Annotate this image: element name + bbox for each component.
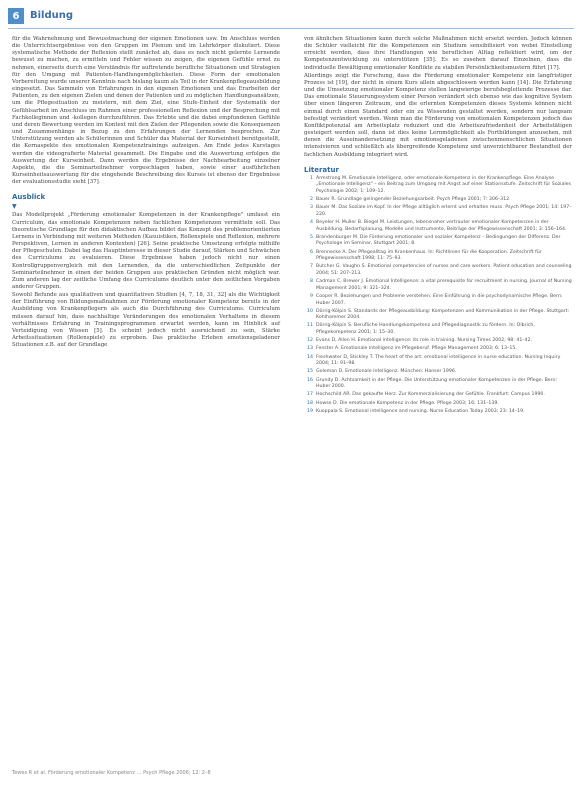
right-column [304, 36, 572, 417]
reference-item: 5 Brandenburger M. Die Förderung emotionaler und sozialer Kompetenz – Bedingungen der Differenz. Der Psychologe im Seminar, Stuttgart 2001; 8. [310, 234, 561, 247]
body-paragraph: Allerdings zeigt die Forschung, dass die Förderung emotionaler Kompetenz ein langfristiger Prozess ist [19], der nicht in einem Kurs allein abgeschlossen werden kann [14]. Die Erfahrung und die Umsetzung emotionaler Kompetenz stellen langwierige berufsbegleitende Prozesse dar. Das emotionale Steuerungssystem einer Person verändert sich ebenso wie das kognitive System über einen längeren Zeitraum, und die erlernten Kompetenzen dieses Systems können nicht einmal durch einen Standard oder ein zu Wissenden gestaltet werden, sondern nur langsam befestigt verändert werden. Wenn man die Förderung von emotionalen Kompetenzen jedoch das Konfliktpotenzial am Arbeitsplatz reduziert und die Arbeitszufriedenheit der Arbeitstätigen gesteigert werden soll, dann ist dies keine Lernmöglichkeit als Fortbildungen anzusehen, mit denen die Auseinandersetzung mit emotionsgeladenen zwischenmenschlichen Situationen intensivieren und schließlich als übergreifende Kompetenz und unverzichtbarer Bestandteil der fachlichen Ausbildung integriert wird. [304, 72, 572, 158]
reference-item: 18 Howse D. Die emotionale Kompetenz in der Pflege. Pflege 2003; 16: 131–139. [307, 400, 499, 406]
literatur-heading: Literatur [304, 165, 339, 174]
reference-item: 13 Fenster A. Emotionale Intelligenz im Pflegeberuf. Pflege Management 2003; 6: 13–15. [307, 346, 517, 352]
reference-item: 15 Goleman D. Emotionale Intelligenz. München: Hanser 1996. [307, 369, 457, 375]
ausblick-heading: Ausblick [12, 193, 46, 202]
section-title: Bildung [30, 10, 74, 21]
body-paragraph: Das Modellprojekt „Förderung emotionaler Kompetenzen in der Krankenpflege" umfasst ein Curriculum, das emotionale Kompetenzen neben fachlichen Kompetenzen vermitteln soll. Das theoretische Grundlage für den didaktischen Aufbau bildet das Konzept des problemorientierten Lernens in Verbindung mit weiteren Methoden (Kasuistiken, Rollenspiele und Reflexion, mehrere Perspektiven, Lernen in anderen Kontexten) [26]. Seine praktische Umsetzung erfolgte mithilfe der Pflegeschulen. Dabei lag das Hauptinteresse in dieser Studie darauf, Stärken und Schwächen des Curriculums zu evaluieren. Diese Ergebnisse haben jedoch nicht nur einen Kontrollgruppenvergleich mit den Lernenden, da die unterschiedlichen Zeitpunkte der Seminarteilnehmer in einen der beiden Gruppen aus praktischen Gründen nicht möglich war. Zum anderen lag der zeitliche Umfang des Curriculums deutlich unter den zeitlichen Vorgaben anderer Gruppen. [12, 212, 280, 290]
page-header [0, 6, 582, 26]
body-paragraph: für die Wahrnehmung und Bewusstmachung der eigenen Emotionen usw. Im Anschluss werden die Unterrichtsergebnisse von den Gruppen im Plenum und im Lehrkörper diskutiert. Diese systematische Methode der Reflexion stellt zunächst ab, dass es noch nicht gelernte Lernende bewusst zu machen, zu ermitteln und Fehler wissen zu zeigen, die eigenen Gefühle ernst zu nehmen, einerseits durch eine Verständnis für auftretende berufliche Situationen und Strategien für den Umgang mit Patienten-Handlungsmöglichkeiten. Diese Form der emotionalen Vorbereitung wurde unserer Kenntnis nach bislang kaum als Teil in der Krankenpflegeausbildung eingesetzt. Das Sammeln von Erfahrungen in den eigenen Emotionen und das Erarbeiten der Patienten, zu den eigenen Zielen und denen der Patienten und zu möglichen Handlungsansätzen, um die Pflegesituation zu meistern, mit dem Ziel, eine Stufe-Einheit der Systematik der Gefühlsarbeit im Anschluss im Rahmen einer professionellen Reflexion und der Besprechung mit Fachkolleginnen und -kollegen durchzuführen. Das Erlebte und die dabei empfundenen Gefühle und deren Bewertung werden im Kontext mit den Zielen der Pflegenden sowie die Konsequenzen und Zusammenhänge in Bezug zu den Erfahrungen der Lernenden besprochen. Zur Unterstützung werden als Schülerinnen und Schüler das Material der Kurseinheit bereitgestellt, die Kernaspekte des emotionalen Kompetenztrainings aufzeigen. Am Ende jedes Kurstages werden die videografierte Material gesammelt. Die Eingabe und die Auswertung erfolgen die Auswertung der Kurseinheit. Dann werden die Ergebnisse der Nachbearbeitung einzelner Aspekte, die die Seminarteilnehmer vorgeschlagen haben, sowie einer ausführlichen Kurseinheitsauswertung für die eingehende Beschreibung des Kurses ist ebenso der Ergebnisse der evaluationsstudie sieht [37]. [12, 36, 280, 186]
reference-item: 2 Bauer R. Grundlage gelingender Beziehungsarbeit. Psych Pflege 2001; 7: 306–312. [310, 197, 511, 203]
arrow-down-icon: ▼ [12, 203, 17, 211]
reference-item: 14 Freshwater D, Stickley T. The heart of the art: emotional intelligence in nurse education. Nursing Inquiry 2004; 11: 91–98. [307, 354, 561, 367]
left-column [12, 36, 280, 350]
page-footer-citation: Tewes R et al. Förderung emotionaler Kompetenz … Psych Pflege 2006; 12: 2–8 [12, 770, 211, 776]
reference-item: 12 Evans D, Allen H. Emotional intelligence: its role in training. Nursing Times 2002; 98: 41–42. [307, 338, 533, 344]
reference-list [304, 176, 572, 416]
reference-item: 17 Hochschild AR. Das gekaufte Herz. Zur Kommerzialisierung der Gefühle. Frankfurt: Campus 1990. [307, 392, 545, 398]
reference-item: 9 Cooper R. Beziehungen und Probleme verstehen. Eine Einführung in die psychodynamische Pflege. Bern: Huber 2007. [310, 293, 563, 306]
reference-item: 7 Butcher G. Vaughn S. Emotional competencies of nurses and care workers. Patient education and counseling 2004; 51: 207–213. [310, 264, 572, 276]
reference-item: 1 Armstrong M. Emotionale Intelligenz, oder emotionale Kompetenz in der Krankenpflege. Eine Analyse „Emotionale Intelligenz" – ein Beitrag zum Umgang mit Angst auf einer Stationsstufe. Zeitschrift für Soziales Psychologie 2002; 1: 109–12. [310, 175, 571, 194]
reference-item: 19 Kuoppala S. Emotional intelligence and nursing. Nurse Education Today 2003; 23: 14–19. [307, 408, 525, 414]
reference-item: 8 Cadman C, Brewer J. Emotional Intelligence: a vital prerequisite for recruitment in nursing. Journal of Nursing Management 2001; 9: 321–324. [310, 279, 572, 291]
reference-item: 4 Beyeler H. Muller B. Biegel M. Leistungen, lebensnaher vertrauter emotionaler Kompetenzen in der Ausbildung. Bedarfsplanung, Modelle und Instrumente, Beiträge der Pflegewissenschaft 2001; 3: 156–164. [310, 220, 567, 232]
reference-item: 11 Dörrig-Kölpin S. Berufliche Handlungskompetenz und Pflegediagnostik zu fördern. In: Olbrich, Pflegekompetenz 2001; 1: 15–30. [307, 323, 535, 336]
header-divider [8, 28, 574, 29]
reference-item: 6 Brennecke A. Der Pflegealltag im Krankenhaus. In: Richtlinien für die Kooperation. Zeitschrift für Pflegewissenschaft 1998; 11: 75–93. [310, 249, 542, 262]
reference-item: 16 Grundy D. Achtsamkeit in der Pflege. Die Unterstützung emotionaler Kompetenzen in der Pflege. Bern: Huber 2000. [307, 377, 558, 390]
body-paragraph: Sowohl Befunde aus qualitativen und quantitativen Studien [4, 7, 18, 31, 32] als die Wichtigkeit der Einführung von Bildungsmaßnahmen zur Förderung emotionaler Kompetenz bereits in der Ausbildung von Krankenpflegern als auch die Durchführung des Curriculums. Curriculum müssen darauf hin, dass nachhaltige Veränderungen des emotionalen Verhaltens in diesem verhältnisses Erfahrung in Trainingsprogrammen erwartet werden, kann im Hinblick auf Verteidigung von Wissen [5]. Es scheint jedoch nicht ausreichend zu sein, Stärke Arbeitssituationen (Rollenspiele) zu erproben. Das praktische Erleben emotionsgeladener Situationen z.B. auf der Grundlage [12, 292, 280, 349]
page-number-badge: 6 [8, 8, 24, 24]
reference-item: 3 Bauer M. Das Soziale im Kopf. In der Pflege alltäglich erlernt und erhalten muss. Psych Pflege 2001; 14: 197–220. [310, 205, 572, 217]
body-paragraph: von ähnlichen Situationen kann durch solche Maßnahmen nicht ersetzt werden. Jedoch können die Schüler vielleicht für die Kompetenzen ein Studium sensibilisiert von wobei Einstellung erreicht werden, dass ihre Handlungen wie beruflichen Alltag reflektiert wird, um der Kompetenzentwicklung zu unterstützen [35]. Es so zusehen darauf Einzelnen, dass die individuelle Bewältigung emotionaler Konflikte zu stabilen Persönlichkeitsmustern führt [17]. [304, 36, 572, 71]
reference-item: 10 Dörrig-Kölpin S. Standards der Pflegeausbildung: Kompetenzen und Kommunikation in der Pflege. Stuttgart: Kohlhammer 2004. [307, 308, 570, 321]
